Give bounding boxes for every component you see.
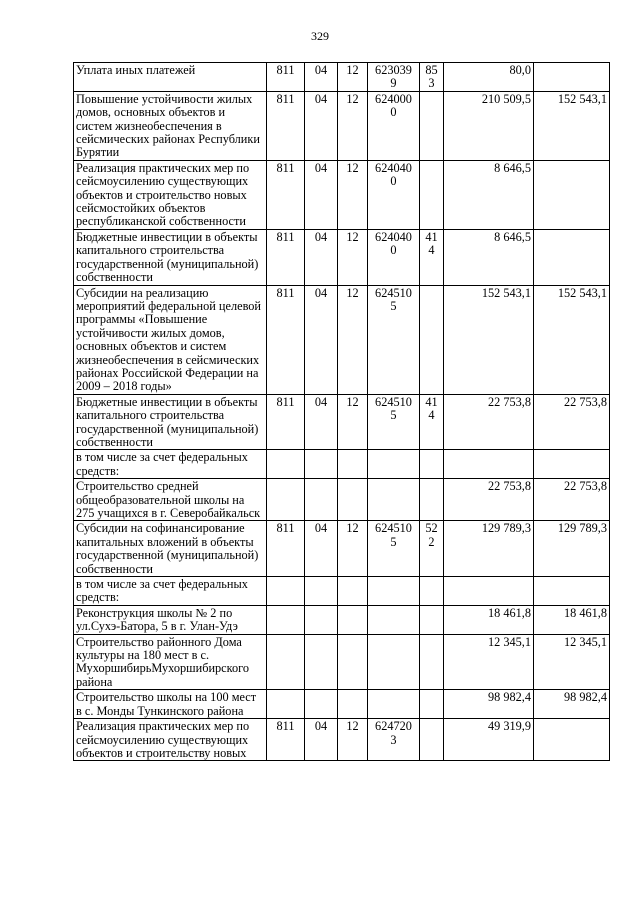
amount-total: 8 646,5 xyxy=(444,160,534,229)
subsection-code xyxy=(338,690,368,719)
expense-type-code xyxy=(420,605,444,634)
ministry-code: 811 xyxy=(267,719,305,761)
amount-total: 18 461,8 xyxy=(444,605,534,634)
section-code: 04 xyxy=(305,521,338,577)
amount-total: 12 345,1 xyxy=(444,634,534,690)
amount-total: 22 753,8 xyxy=(444,479,534,521)
page-number: 329 xyxy=(311,29,329,43)
row-name: Уплата иных платежей xyxy=(74,63,267,92)
subsection-code: 12 xyxy=(338,719,368,761)
section-code: 04 xyxy=(305,719,338,761)
amount-total: 80,0 xyxy=(444,63,534,92)
amount-total: 49 319,9 xyxy=(444,719,534,761)
ministry-code: 811 xyxy=(267,285,305,394)
expense-type-code xyxy=(420,91,444,160)
ministry-code: 811 xyxy=(267,91,305,160)
target-article-code: 624040 0 xyxy=(368,229,420,285)
row-name: Строительство школы на 100 мест в с. Монды Тункинского района xyxy=(74,690,267,719)
amount-federal: 152 543,1 xyxy=(534,285,610,394)
amount-federal: 22 753,8 xyxy=(534,479,610,521)
section-code: 04 xyxy=(305,160,338,229)
expense-type-code xyxy=(420,160,444,229)
budget-table xyxy=(73,62,610,761)
table-row xyxy=(74,394,610,450)
section-code xyxy=(305,577,338,606)
amount-federal: 12 345,1 xyxy=(534,634,610,690)
expense-type-code xyxy=(420,690,444,719)
table-row xyxy=(74,229,610,285)
subsection-code xyxy=(338,634,368,690)
target-article-code: 624510 5 xyxy=(368,394,420,450)
amount-federal: 129 789,3 xyxy=(534,521,610,577)
table-row xyxy=(74,63,610,92)
table-row xyxy=(74,450,610,479)
row-name: Субсидии на реализацию мероприятий федеральной целевой программы «Повышение устойчивости жилых домов, основных объектов и систем жизнеобеспечения в сейсмических районах Российской Федерации на 2009 – 2018 годы» xyxy=(74,285,267,394)
amount-total xyxy=(444,577,534,606)
expense-type-code xyxy=(420,450,444,479)
subsection-code: 12 xyxy=(338,521,368,577)
table-row xyxy=(74,91,610,160)
target-article-code: 624510 5 xyxy=(368,521,420,577)
row-name: Бюджетные инвестиции в объекты капитального строительства государственной (муниципальной) собственности xyxy=(74,229,267,285)
ministry-code xyxy=(267,605,305,634)
ministry-code xyxy=(267,450,305,479)
subsection-code xyxy=(338,450,368,479)
expense-type-code xyxy=(420,285,444,394)
target-article-code xyxy=(368,690,420,719)
table-row xyxy=(74,605,610,634)
expense-type-code xyxy=(420,479,444,521)
subsection-code: 12 xyxy=(338,91,368,160)
expense-type-code xyxy=(420,577,444,606)
subsection-code xyxy=(338,479,368,521)
expense-type-code: 52 2 xyxy=(420,521,444,577)
target-article-code: 624510 5 xyxy=(368,285,420,394)
expense-type-code xyxy=(420,719,444,761)
expense-type-code: 41 4 xyxy=(420,229,444,285)
target-article-code xyxy=(368,479,420,521)
ministry-code: 811 xyxy=(267,63,305,92)
table-row xyxy=(74,285,610,394)
amount-federal xyxy=(534,719,610,761)
subsection-code: 12 xyxy=(338,285,368,394)
amount-total: 152 543,1 xyxy=(444,285,534,394)
ministry-code: 811 xyxy=(267,160,305,229)
row-name: Бюджетные инвестиции в объекты капитального строительства государственной (муниципальной) собственности xyxy=(74,394,267,450)
table-row xyxy=(74,634,610,690)
amount-federal xyxy=(534,577,610,606)
amount-total: 8 646,5 xyxy=(444,229,534,285)
subsection-code: 12 xyxy=(338,63,368,92)
expense-type-code xyxy=(420,634,444,690)
section-code xyxy=(305,690,338,719)
ministry-code xyxy=(267,479,305,521)
table-row xyxy=(74,160,610,229)
ministry-code: 811 xyxy=(267,229,305,285)
amount-federal: 152 543,1 xyxy=(534,91,610,160)
amount-federal xyxy=(534,160,610,229)
section-code: 04 xyxy=(305,229,338,285)
section-code: 04 xyxy=(305,394,338,450)
row-name: в том числе за счет федеральных средств: xyxy=(74,450,267,479)
amount-federal xyxy=(534,450,610,479)
target-article-code: 624000 0 xyxy=(368,91,420,160)
amount-total xyxy=(444,450,534,479)
row-name: Повышение устойчивости жилых домов, основных объектов и систем жизнеобеспечения в сейсмических районах Республики Бурятии xyxy=(74,91,267,160)
table-row xyxy=(74,521,610,577)
table-body xyxy=(74,63,610,761)
ministry-code xyxy=(267,634,305,690)
row-name: Реализация практических мер по сейсмоусилению существующих объектов и строительству новых xyxy=(74,719,267,761)
target-article-code xyxy=(368,605,420,634)
amount-federal: 98 982,4 xyxy=(534,690,610,719)
target-article-code: 623039 9 xyxy=(368,63,420,92)
table-row xyxy=(74,690,610,719)
section-code xyxy=(305,450,338,479)
table-row xyxy=(74,479,610,521)
row-name: в том числе за счет федеральных средств: xyxy=(74,577,267,606)
amount-federal xyxy=(534,229,610,285)
amount-total: 98 982,4 xyxy=(444,690,534,719)
section-code xyxy=(305,605,338,634)
table-row xyxy=(74,577,610,606)
section-code xyxy=(305,479,338,521)
row-name: Реализация практических мер по сейсмоусилению существующих объектов и строительство новых сейсмостойких объектов республиканской собственности xyxy=(74,160,267,229)
ministry-code: 811 xyxy=(267,521,305,577)
target-article-code xyxy=(368,634,420,690)
amount-total: 22 753,8 xyxy=(444,394,534,450)
ministry-code xyxy=(267,577,305,606)
amount-federal: 18 461,8 xyxy=(534,605,610,634)
expense-type-code: 85 3 xyxy=(420,63,444,92)
subsection-code xyxy=(338,577,368,606)
amount-federal: 22 753,8 xyxy=(534,394,610,450)
amount-federal xyxy=(534,63,610,92)
target-article-code: 624040 0 xyxy=(368,160,420,229)
target-article-code xyxy=(368,450,420,479)
subsection-code xyxy=(338,605,368,634)
row-name: Строительство средней общеобразовательной школы на 275 учащихся в г. Северобайкальск xyxy=(74,479,267,521)
row-name: Строительство районного Дома культуры на 180 мест в с. МухоршибирьМухоршибирского района xyxy=(74,634,267,690)
amount-total: 210 509,5 xyxy=(444,91,534,160)
section-code: 04 xyxy=(305,91,338,160)
target-article-code xyxy=(368,577,420,606)
ministry-code xyxy=(267,690,305,719)
subsection-code: 12 xyxy=(338,394,368,450)
row-name: Субсидии на софинансирование капитальных вложений в объекты государственной (муниципальной) собственности xyxy=(74,521,267,577)
section-code xyxy=(305,634,338,690)
target-article-code: 624720 3 xyxy=(368,719,420,761)
subsection-code: 12 xyxy=(338,229,368,285)
ministry-code: 811 xyxy=(267,394,305,450)
row-name: Реконструкция школы № 2 по ул.Сухэ-Батора, 5 в г. Улан-Удэ xyxy=(74,605,267,634)
subsection-code: 12 xyxy=(338,160,368,229)
amount-total: 129 789,3 xyxy=(444,521,534,577)
section-code: 04 xyxy=(305,63,338,92)
table-row xyxy=(74,719,610,761)
expense-type-code: 41 4 xyxy=(420,394,444,450)
section-code: 04 xyxy=(305,285,338,394)
